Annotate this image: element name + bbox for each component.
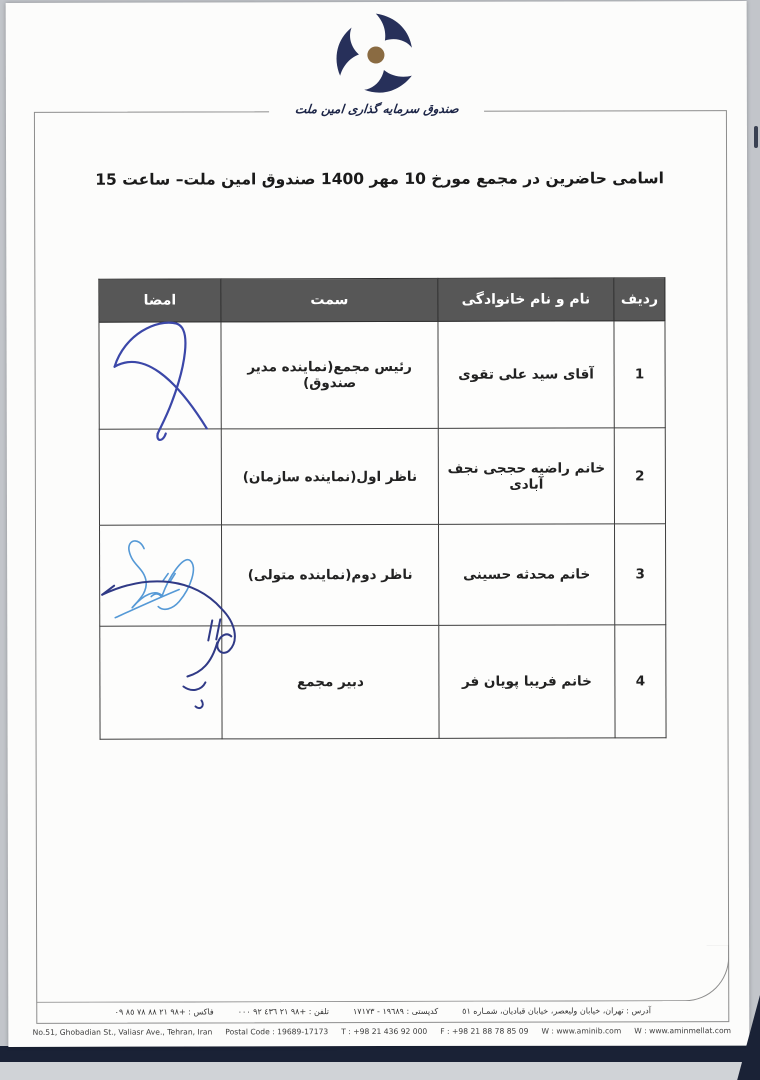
attendance-table — [98, 277, 666, 739]
contact-segment: فاکس : +٩٨ ٢١ ٨٨ ٧٨ ٨٥ ٠٩ — [114, 1007, 214, 1017]
contact-segment: آدرس : تهران، خیابان ولیعصر، خیابان قبادیان، شمـاره ٥١ — [462, 1006, 651, 1016]
table-header-row — [99, 278, 665, 322]
contact-segment: No.51, Ghobadian St., Valiasr Ave., Tehran, Iran — [32, 1027, 213, 1037]
cell-name: خانم فریبا پویان فر — [439, 625, 615, 738]
pinwheel-logo-icon — [331, 10, 421, 100]
contact-segment: Postal Code : 19689-17173 — [225, 1027, 329, 1037]
attendance-table-body — [99, 321, 666, 739]
col-header-position: سمت — [221, 278, 438, 322]
cell-signature — [100, 626, 222, 739]
contact-segment: کدپستی : ١٩٦٨٩ - ١٧١٧٣ — [352, 1006, 439, 1017]
footer-contact-fa — [37, 1002, 728, 1021]
contact-segment: W : www.aminib.com — [541, 1026, 622, 1036]
cell-signature — [99, 429, 221, 525]
scan-edge-artifact — [754, 126, 758, 148]
cell-position: رئیس مجمع(نماینده مدیر صندوق) — [221, 321, 438, 429]
cell-signature — [100, 525, 222, 626]
cell-row-number: 1 — [614, 321, 665, 428]
contact-segment: W : www.aminmellat.com — [634, 1026, 732, 1036]
cell-position: ناظر اول(نماینده سازمان) — [221, 428, 438, 525]
cell-position: دبیر مجمع — [222, 625, 439, 739]
cell-name: آقای سید علی تقوی — [438, 321, 614, 428]
logo-wordmark: صندوق سرمایه گذاری امین ملت — [293, 101, 459, 117]
logo-center-dot — [368, 46, 385, 63]
col-header-row-number: ردیف — [614, 278, 665, 321]
cell-name: خانم راضیه حججی نجف آبادی — [438, 428, 614, 524]
footer-divider — [36, 945, 729, 1003]
cell-position: ناظر دوم(نماینده متولی) — [222, 524, 439, 626]
contact-segment: T : +98 21 436 92 000 — [341, 1026, 428, 1037]
page-title: اسامی حاضرین در مجمع مورخ 10 مهر 1400 صندوق امین ملت– ساعت 15 — [95, 169, 664, 189]
attendance-table-wrap — [98, 277, 666, 739]
cell-row-number: 2 — [614, 428, 665, 524]
company-logo — [268, 10, 484, 121]
cell-row-number: 3 — [615, 524, 666, 625]
cell-name: خانم محدثه حسینی — [439, 524, 615, 625]
col-header-name: نام و نام خانوادگی — [438, 278, 614, 321]
contact-segment: F : +98 21 88 78 85 09 — [440, 1026, 529, 1036]
contact-segment: تلفن : +٩٨ ٢١ ٤٣٦ ٩٢ ٠٠٠ — [237, 1007, 329, 1017]
navy-band — [0, 1046, 760, 1062]
table-row — [100, 524, 666, 626]
cell-signature — [99, 322, 221, 429]
col-header-signature: امضا — [99, 279, 221, 322]
table-row — [100, 625, 666, 739]
table-row — [99, 321, 665, 429]
footer-contact-en — [32, 1026, 732, 1037]
table-row — [99, 428, 665, 525]
cell-row-number: 4 — [615, 625, 666, 738]
letterhead-page — [6, 1, 750, 1047]
